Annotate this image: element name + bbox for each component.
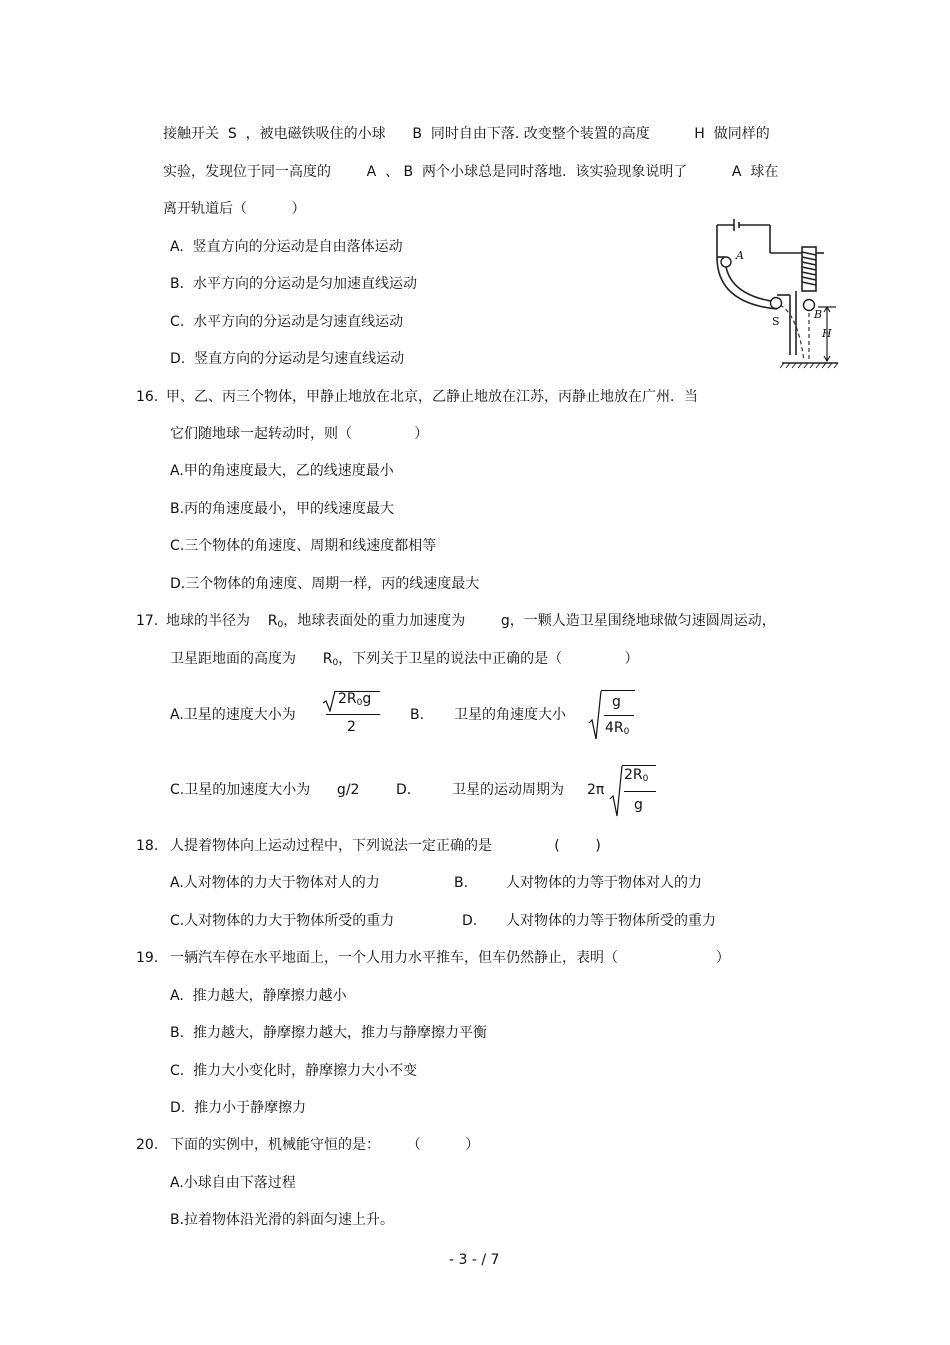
q17-option-a-text: A.卫星的速度大小为 xyxy=(170,707,296,723)
ball-on-track-icon xyxy=(771,298,782,309)
q20-number: 20. xyxy=(136,1137,159,1153)
q17-option-d-text: 卫星的运动周期为 xyxy=(452,782,564,798)
q17-option-a-denominator: 2 xyxy=(347,719,356,735)
q19-option-b: B. 推力越大，静摩擦力越大，推力与静摩擦力平衡 xyxy=(170,1025,487,1041)
fraction-bar-a xyxy=(326,714,380,715)
label-s: S xyxy=(772,315,780,328)
q19-option-c: C. 推力大小变化时，静摩擦力大小不变 xyxy=(170,1063,418,1079)
q16-stem-2: 它们随地球一起转动时，则（ ） xyxy=(170,426,429,442)
q18-option-b: 人对物体的力等于物体对人的力 xyxy=(506,875,702,891)
q19-stem: 一辆汽车停在水平地面上，一个人用力水平推车，但车仍然静止，表明（ ） xyxy=(170,950,730,966)
page-number: - 3 - / 7 xyxy=(449,1252,500,1268)
q17-option-d-denominator: g xyxy=(634,797,643,813)
q16-option-c: C.三个物体的角速度、周期和线速度都相等 xyxy=(170,538,437,554)
q15-stem-line-1: 接触开关 S ，被电磁铁吸住的小球 B 同时自由下落. 改变整个装置的高度 H 做同样的 xyxy=(163,126,770,142)
q16-option-d: D.三个物体的角速度、周期一样，丙的线速度最大 xyxy=(170,576,480,592)
q18-number: 18. xyxy=(136,838,159,854)
label-h: H xyxy=(822,327,832,340)
q20-option-a: A.小球自由下落过程 xyxy=(170,1175,296,1191)
q16-option-a: A.甲的角速度最大，乙的线速度最小 xyxy=(170,463,394,479)
q15-option-b: B. 水平方向的分运动是匀加速直线运动 xyxy=(170,276,417,292)
q19-option-a: A. 推力越大，静摩擦力越小 xyxy=(170,988,347,1004)
q17-option-d-label: D. xyxy=(396,782,412,798)
q17-stem-2: 卫星距地面的高度为 $R_0$，下列关于卫星的说法中正确的是（ ） xyxy=(170,651,639,668)
q15-stem-line-3: 离开轨道后（ ） xyxy=(163,201,306,217)
q16-number: 16. xyxy=(136,389,159,405)
q17-stem-1: 地球的半径为 $R_0$，地球表面处的重力加速度为 g，一颗人造卫星围绕地球做匀速圆周运动， xyxy=(166,613,776,630)
q17-option-d-prefix: 2π xyxy=(587,782,605,798)
q20-stem: 下面的实例中，机械能守恒的是： （ ） xyxy=(170,1137,480,1153)
ball-b-icon xyxy=(804,300,815,311)
fraction-bar-b xyxy=(604,715,634,716)
apparatus-diagram xyxy=(712,215,842,370)
ball-a-icon xyxy=(721,257,731,267)
sqrt-sign-icon xyxy=(588,690,602,740)
label-b: B xyxy=(814,308,823,321)
q17-option-b-label: B. xyxy=(410,707,425,723)
sqrt-overline-d xyxy=(622,765,656,766)
q17-option-a-numerator: $2R_0g$ xyxy=(338,691,372,708)
q17-number: 17. xyxy=(136,613,159,629)
fraction-bar-d xyxy=(624,791,656,792)
q17-option-b-text: 卫星的角速度大小 xyxy=(454,707,566,723)
sqrt-sign-icon xyxy=(322,690,336,712)
q19-number: 19. xyxy=(136,950,159,966)
q17-option-b-denominator: $4R_0$ xyxy=(605,720,630,737)
q19-option-d: D. 推力小于静摩擦力 xyxy=(170,1100,307,1116)
q17-option-c: C.卫星的加速度大小为 g/2 xyxy=(170,782,360,798)
q15-stem-line-2: 实验，发现位于同一高度的 A 、 B 两个小球总是同时落地. 该实验现象说明了 A 球在 xyxy=(163,164,779,180)
q15-option-a: A. 竖直方向的分运动是自由落体运动 xyxy=(170,239,403,255)
q16-option-b: B.丙的角速度最小，甲的线速度最大 xyxy=(170,501,395,517)
q17-option-d-numerator: $2R_0$ xyxy=(624,767,649,784)
sqrt-overline-b xyxy=(601,690,635,691)
q18-stem: 人提着物体向上运动过程中，下列说法一定正确的是 ( ) xyxy=(170,838,601,854)
q18-option-d: 人对物体的力等于物体所受的重力 xyxy=(506,913,716,929)
q17-option-b-numerator: g xyxy=(612,694,621,710)
q18-option-a: A.人对物体的力大于物体对人的力 xyxy=(170,875,380,891)
label-a: A xyxy=(736,249,744,262)
q15-option-d: D. 竖直方向的分运动是匀速直线运动 xyxy=(170,351,405,367)
q16-stem-1: 甲、乙、丙三个物体，甲静止地放在北京，乙静止地放在江苏，丙静止地放在广州．当 xyxy=(166,389,698,405)
q18-option-b-label: B. xyxy=(454,875,469,891)
q15-option-c: C. 水平方向的分运动是匀速直线运动 xyxy=(170,314,404,330)
q18-option-d-label: D. xyxy=(462,913,478,929)
q18-option-c: C.人对物体的力大于物体所受的重力 xyxy=(170,913,395,929)
sqrt-sign-icon xyxy=(609,765,623,817)
q20-option-b: B.拉着物体沿光滑的斜面匀速上升。 xyxy=(170,1212,395,1228)
